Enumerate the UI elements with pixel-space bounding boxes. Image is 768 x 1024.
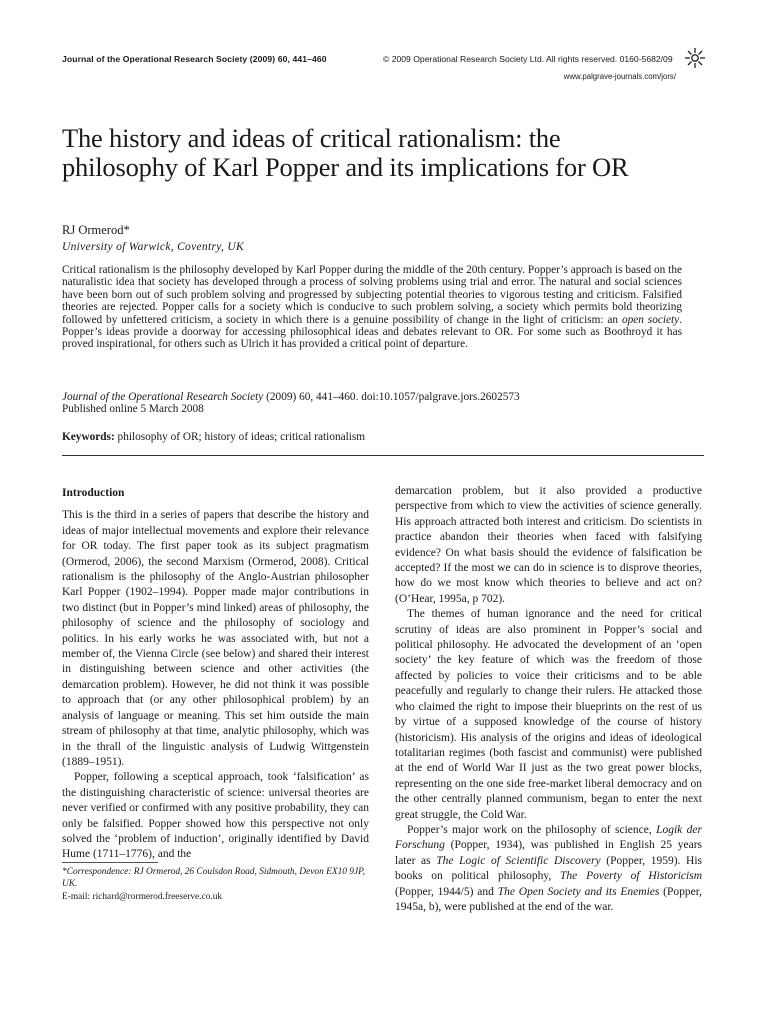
text-run: (Popper, 1959). His books on political philosophy, [395, 854, 703, 883]
book-title: The Poverty of Historicism [560, 870, 702, 883]
author-affiliation: University of Warwick, Coventry, UK [62, 241, 244, 253]
keywords-label: Keywords: [62, 431, 115, 443]
text-run: (Popper, 1934), was published in English 25 years later as [395, 839, 702, 867]
citation-journal: Journal of the Operational Research Society [62, 391, 264, 403]
copyright-notice: © 2009 Operational Research Society Ltd. All rights reserved. 0160-5682/09 [383, 54, 673, 64]
abstract-text-1: Critical rationalism is the philosophy developed by Karl Popper during the middle of the 20th century. Popper’s approach is based on the naturalistic idea that society has developed through a process of solving problems using trial and error. The natural and social sciences have been born out of such problem solving and progressed by subjecting potential theories to vigorous testing and criticism. Falsified theories are rejected. Popper calls for a society which is conducive to such problem solving, a society which permits bold theorizing followed by unfettered criticism, a society in which there is a genuine possibility of change in the light of criticism: an [62, 264, 682, 326]
section-divider [62, 455, 704, 456]
paragraph [395, 823, 702, 915]
citation-details: (2009) 60, 441–460. doi:10.1057/palgrave.jors.2602573 [263, 391, 520, 403]
paragraph: Popper, following a sceptical approach, took ‘falsification’ as the distinguishing characteristic of science: universal theories are never verified or confirmed with any positive probability, they can only be falsified. Popper showed how this perspective not only solved the ‘problem of induction’, originally identified by David Hume (1711–1776), and the [62, 771, 369, 861]
correspondence-email[interactable]: E-mail: richard@rormerod.freeserve.co.uk [62, 891, 223, 902]
footnote-divider [62, 862, 158, 863]
published-date: Published online 5 March 2008 [62, 403, 204, 416]
correspondence-address: *Correspondence: RJ Ormerod, 26 Coulsdon Road, Sidmouth, Devon EX10 9JP, UK. [62, 867, 365, 890]
section-heading-introduction: Introduction [62, 487, 125, 499]
footnote [62, 866, 370, 903]
text-run: Popper’s major work on the philosophy of science, [407, 823, 657, 836]
publisher-logo-icon [684, 47, 706, 69]
citation-block [62, 391, 682, 416]
journal-reference: Journal of the Operational Research Society (2009) 60, 441–460 [62, 54, 327, 64]
text-run: (Popper, 1945a, b), were published at the end of the war. [395, 885, 703, 913]
keywords-list: philosophy of OR; history of ideas; critical rationalism [114, 431, 366, 443]
paragraph: The themes of human ignorance and the need for critical scrutiny of ideas are also prominent in Popper’s social and political philosophy. He advocated the development of an ‘open society’ the key feature of which was the freedom of those affected by policies to voice their criticisms and to be able peacefully and regularly to change their rulers. He attacked those who claimed the right to impose their blueprints on the rest of us by virtue of a supposed knowledge of the course of history (historicism). His analysis of the origins and ideas of ideological totalitarian regimes (both fascist and communist) were published at the end of World War II just as the two great power blocks, representing on the one side free-market liberal democracy and on the other centrally planned communism, began to enter the next great struggle, the Cold War. [395, 608, 702, 821]
journal-url[interactable]: www.palgrave-journals.com/jors/ [563, 72, 676, 81]
paragraph: This is the third in a series of papers that describe the history and ideas of major intellectual movements and explore their relevance for OR today. The first paper took as its subject pragmatism (Ormerod, 2006), the second Marxism (Ormerod, 2008). Critical rationalism is the philosophy of the Anglo-Austrian philosopher Karl Popper (1902–1994). Popper made major contributions in two distinct (but in Popper’s mind linked) areas of philosophy, the philosophy of science and the philosophy of sociology and politics. In his early works he was associated with, but not a member of, the Vienna Circle (see below) and shared their interest in distinguishing between science and other activities (the demarcation problem). However, he did not think it was possible to approach that (or any other philosophical problem) by an analysis of language or meaning. This set him outside the main stream of philosophy at that time, analytic philosophy, which was in the thrall of the linguistic analysis of Ludwig Wittgenstein (1889–1951). [62, 509, 369, 768]
text-run: (Popper, 1944/5) and [395, 885, 498, 898]
left-column [62, 486, 369, 863]
author-name: RJ Ormerod* [62, 223, 130, 237]
abstract-emphasis: open society [621, 313, 680, 326]
book-title: The Logic of Scientific Discovery [436, 854, 601, 867]
keywords [62, 431, 365, 443]
article-title: The history and ideas of critical rationalism: the philosophy of Karl Popper and its implications for OR [62, 123, 629, 182]
abstract-text-2: . Popper’s ideas provide a doorway for accessing philosophical ideas and debates relevant to OR. For some such as Boothroyd it has proved inspirational, for others such as Ulrich it has provided a critical point of departure. [62, 313, 683, 351]
abstract [62, 264, 682, 351]
book-title: The Open Society and its Enemies [497, 885, 660, 898]
book-title: Logik der Forschung [395, 823, 702, 852]
paragraph: demarcation problem, but it also provided a productive perspective from which to view the activities of science generally. His approach attracted both interest and criticism. Do scientists in practice abandon their theories when faced with falsifying evidence? On what basis should the evidence of falsification be accepted? If the most we can do in science is to disprove theories, how do we most know which theories to believe and act on? (O’Hear, 1995a, p 702). [395, 485, 702, 605]
right-column [395, 484, 702, 915]
